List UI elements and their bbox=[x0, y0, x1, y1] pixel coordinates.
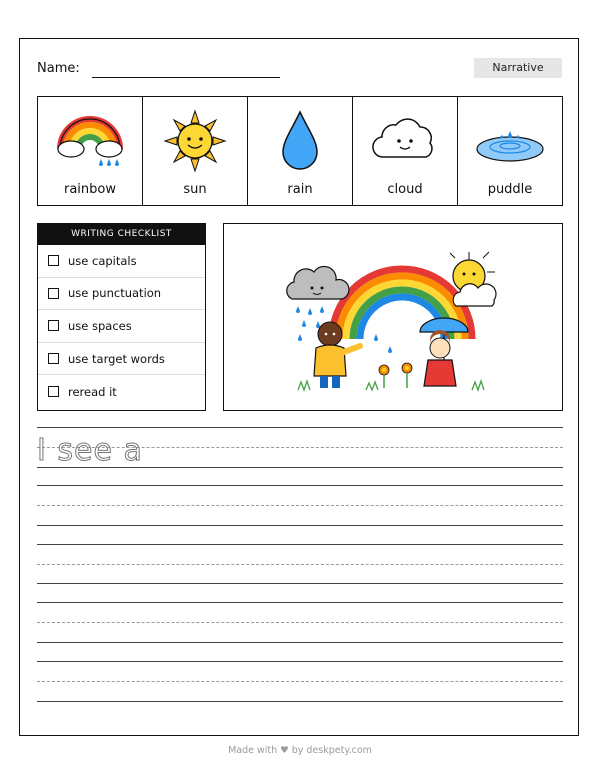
checkbox[interactable] bbox=[48, 255, 59, 266]
vocab-word: rainbow bbox=[64, 182, 116, 197]
base-line bbox=[37, 583, 563, 584]
rainbow-icon bbox=[55, 109, 125, 169]
name-line[interactable] bbox=[92, 77, 280, 78]
cloud-icon bbox=[370, 109, 440, 169]
base-line bbox=[37, 525, 563, 526]
checklist-item-label: use capitals bbox=[68, 253, 137, 268]
picture-prompt-box bbox=[223, 223, 563, 411]
vocab-card-cloud bbox=[353, 97, 458, 205]
sun-icon bbox=[163, 109, 227, 173]
checkbox[interactable] bbox=[48, 320, 59, 331]
writing-checklist bbox=[37, 223, 206, 411]
base-line bbox=[37, 701, 563, 702]
vocab-card-rain bbox=[248, 97, 353, 205]
footer-credit: Made with ♥ by deskpety.com bbox=[228, 745, 372, 756]
vocab-card-sun bbox=[143, 97, 248, 205]
name-label: Name: bbox=[37, 61, 80, 76]
vocab-card-rainbow bbox=[38, 97, 143, 205]
vocab-word: puddle bbox=[487, 182, 533, 197]
mid-line bbox=[37, 564, 563, 565]
top-line bbox=[37, 427, 563, 428]
tracing-sentence-starter: I see a bbox=[37, 433, 143, 468]
worksheet bbox=[19, 38, 579, 736]
checklist-item[interactable] bbox=[38, 375, 205, 408]
mid-line bbox=[37, 505, 563, 506]
checklist-item[interactable] bbox=[38, 343, 205, 376]
base-line bbox=[37, 642, 563, 643]
vocab-word: sun bbox=[183, 182, 207, 197]
vocab-word: cloud bbox=[387, 182, 423, 197]
vocab-card-puddle bbox=[458, 97, 562, 205]
checklist-item-label: reread it bbox=[68, 384, 117, 399]
raindrop-icon bbox=[278, 109, 322, 173]
top-line bbox=[37, 485, 563, 486]
checklist-item[interactable] bbox=[38, 245, 205, 278]
checklist-item[interactable] bbox=[38, 278, 205, 311]
checklist-item-label: use punctuation bbox=[68, 286, 162, 301]
checklist-item-label: use spaces bbox=[68, 318, 132, 333]
puddle-icon bbox=[473, 109, 547, 169]
mid-line bbox=[37, 681, 563, 682]
vocabulary-row bbox=[37, 96, 563, 206]
checklist-title: WRITING CHECKLIST bbox=[38, 224, 205, 245]
checkbox[interactable] bbox=[48, 386, 59, 397]
mid-line bbox=[37, 622, 563, 623]
rainy-day-illustration bbox=[284, 244, 504, 394]
checklist-item[interactable] bbox=[38, 310, 205, 343]
checklist-item-label: use target words bbox=[68, 351, 165, 366]
genre-badge: Narrative bbox=[474, 58, 562, 78]
checkbox[interactable] bbox=[48, 353, 59, 364]
handwriting-lines[interactable] bbox=[37, 427, 563, 717]
top-line bbox=[37, 661, 563, 662]
vocab-word: rain bbox=[287, 182, 313, 197]
top-line bbox=[37, 602, 563, 603]
checkbox[interactable] bbox=[48, 288, 59, 299]
top-line bbox=[37, 544, 563, 545]
